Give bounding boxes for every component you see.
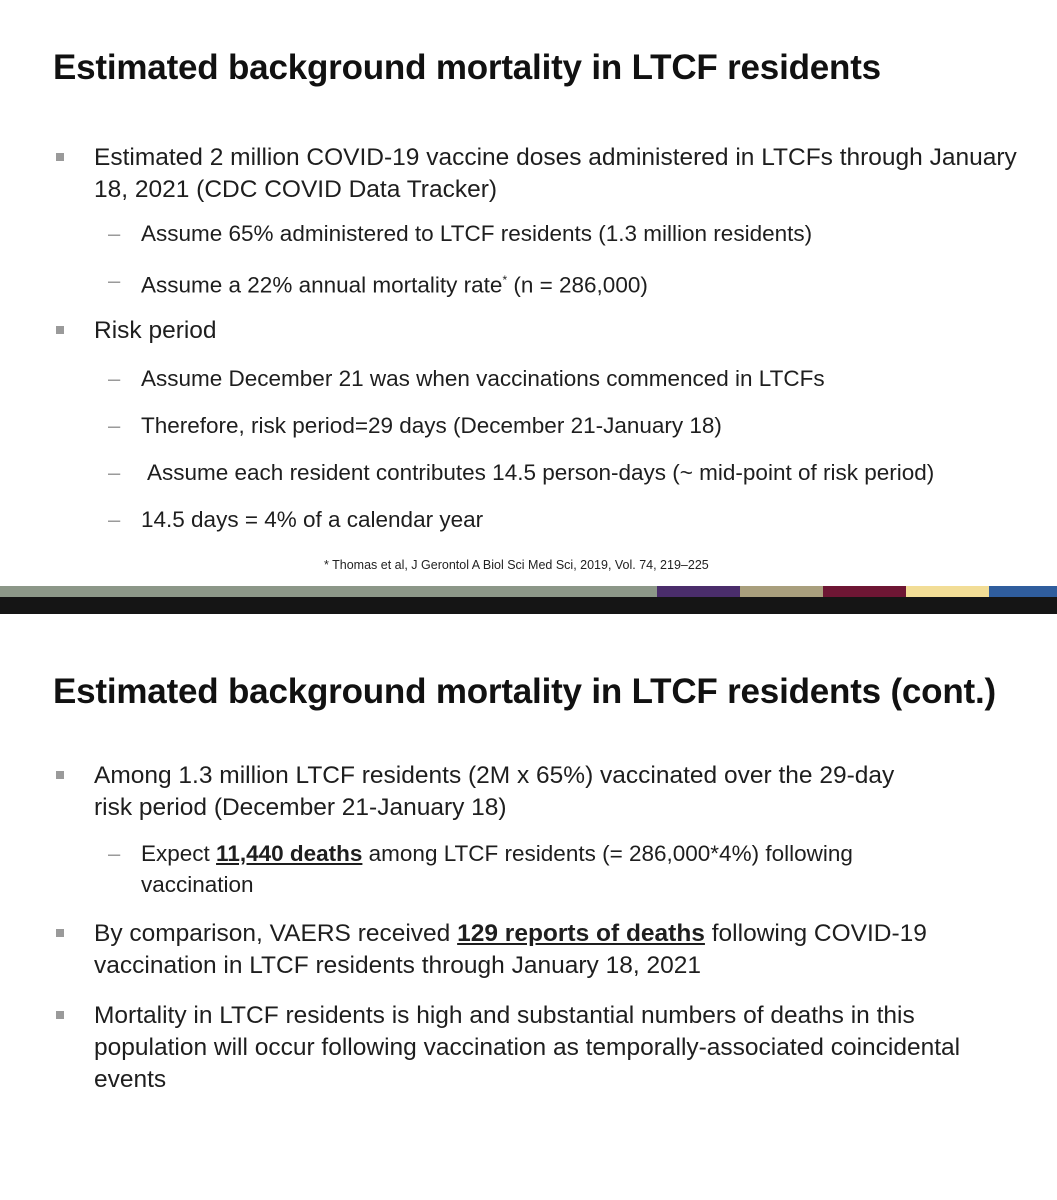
square-bullet-icon (56, 153, 64, 161)
bullet-doses: Estimated 2 million COVID-19 vaccine doses administered in LTCFs through January 18, 2021 (CDC COVID Data Tracker) (0, 142, 1057, 206)
sub-bullet-calendar-year: – 14.5 days = 4% of a calendar year (0, 504, 1057, 535)
sub-bullet-mortality-rate: – Assume a 22% annual mortality rate* (n = 286,000) (0, 265, 1057, 301)
square-bullet-icon (56, 1011, 64, 1019)
sub-bullet-assume-65: – Assume 65% administered to LTCF residents (1.3 million residents) (0, 218, 1057, 249)
slide-1-title: Estimated background mortality in LTCF residents (53, 48, 881, 87)
footnote: * Thomas et al, J Gerontol A Biol Sci Med Sci, 2019, Vol. 74, 219–225 (324, 558, 709, 572)
band-segment-blue (989, 586, 1057, 597)
dash-bullet-icon: – (108, 268, 121, 293)
bullet-mortality-high: Mortality in LTCF residents is high and substantial numbers of deaths in this population will occur following vaccination as temporally-associated coincidental events (0, 1000, 1057, 1096)
square-bullet-icon (56, 326, 64, 334)
bullet-among-residents: Among 1.3 million LTCF residents (2M x 65%) vaccinated over the 29-day risk period (December 21-January 18) (0, 760, 1057, 824)
square-bullet-icon (56, 929, 64, 937)
sub-bullet-29-days: – Therefore, risk period=29 days (December 21-January 18) (0, 410, 1057, 441)
slide-2 (0, 614, 1057, 1200)
footnote-marker: * (502, 273, 508, 287)
slide-2-title: Estimated background mortality in LTCF residents (cont.) (53, 672, 996, 711)
sub-bullet-expect-deaths: – Expect 11,440 deaths among LTCF residents (= 286,000*4%) following vaccination (0, 838, 1057, 900)
dash-bullet-icon: – (108, 221, 121, 246)
band-segment-tan (740, 586, 823, 597)
band-segment-yellow (906, 586, 989, 597)
sub-bullet-december-21: – Assume December 21 was when vaccinations commenced in LTCFs (0, 363, 1057, 394)
expected-deaths-value: 11,440 deaths (216, 841, 363, 866)
bullet-vaers-comparison: By comparison, VAERS received 129 reports of deaths following COVID-19 vaccination in LTCF residents through January 18, 2021 (0, 918, 1057, 982)
slide-2-content (0, 760, 1057, 1096)
dash-bullet-icon: – (108, 459, 121, 485)
separator-black-band (0, 597, 1057, 614)
dash-bullet-icon: – (108, 506, 121, 532)
sub-bullet-person-days: – Assume each resident contributes 14.5 person-days (~ mid-point of risk period) (0, 457, 1057, 488)
square-bullet-icon (56, 771, 64, 779)
band-segment-purple (657, 586, 740, 597)
dash-bullet-icon: – (108, 365, 121, 391)
slide-1-content (0, 142, 1057, 535)
slide-1 (0, 0, 1057, 586)
dash-bullet-icon: – (108, 841, 121, 866)
dash-bullet-icon: – (108, 412, 121, 438)
vaers-reports-value: 129 reports of deaths (457, 920, 705, 947)
bullet-risk-period: Risk period (0, 315, 1057, 347)
band-segment-maroon (823, 586, 906, 597)
